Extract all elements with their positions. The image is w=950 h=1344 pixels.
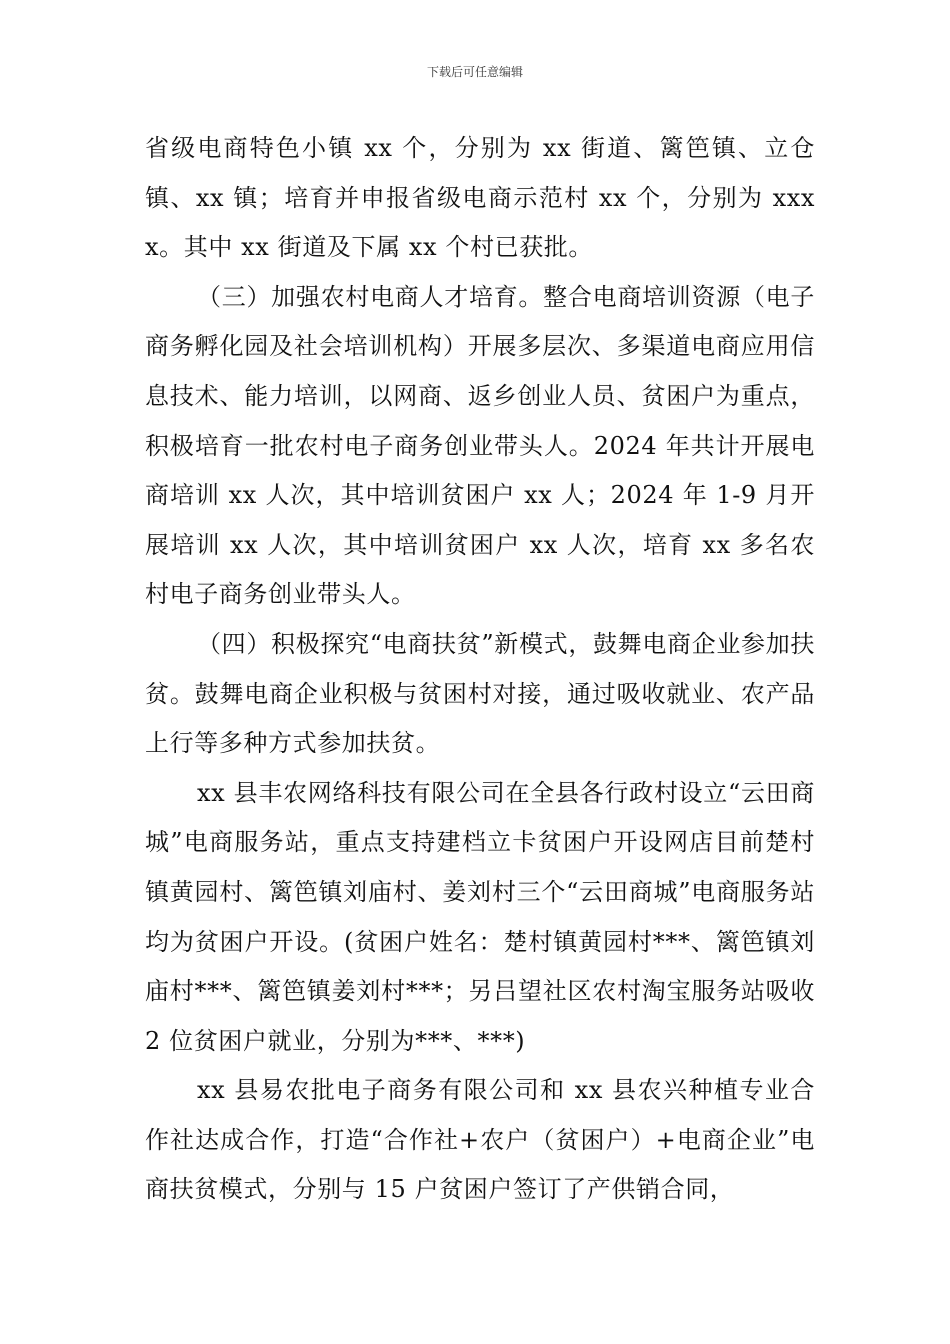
paragraph-2: （三）加强农村电商人才培育。整合电商培训资源（电子商务孵化园及社会培训机构）开展多层次、多渠道电商应用信息技术、能力培训，以网商、返乡创业人员、贫困户为重点，积极培育一批农村电子商务创业带头人。2024 年共计开展电商培训 xx 人次，其中培训贫困户 xx 人；2024 年 1-9 月开展培训 xx 人次，其中培训贫困户 xx 人次，培育 xx 多名农村电子商务创业带头人。 <box>145 282 815 609</box>
page-header: 下载后可任意编辑 <box>426 65 523 79</box>
paragraph-5: xx 县易农批电子商务有限公司和 xx 县农兴种植专业合作社达成合作，打造“合作社+农户（贫困户）+电商企业”电商扶贫模式，分别与 15 户贫困户签订了产供销合同， <box>145 1076 815 1204</box>
paragraph-4: xx 县丰农网络科技有限公司在全县各行政村设立“云田商城”电商服务站，重点支持建档立卡贫困户开设网店目前楚村镇黄园村、篱笆镇刘庙村、姜刘村三个“云田商城”电商服务站均为贫困户开设。(贫困户姓名：楚村镇黄园村***、篱笆镇刘庙村***、篱笆镇姜刘村***；另吕望社区农村淘宝服务站吸收 2 位贫困户就业，分别为***、***) <box>145 778 815 1055</box>
document-body <box>145 124 815 1215</box>
paragraph-3: （四）积极探究“电商扶贫”新模式，鼓舞电商企业参加扶贫。鼓舞电商企业积极与贫困村对接，通过吸收就业、农产品上行等多种方式参加扶贫。 <box>145 629 815 758</box>
paragraph-1: 省级电商特色小镇 xx 个，分别为 xx 街道、篱笆镇、立仓镇、xx 镇；培育并申报省级电商示范村 xx 个，分别为 xxxx。其中 xx 街道及下属 xx 个村已获批。 <box>145 134 815 262</box>
